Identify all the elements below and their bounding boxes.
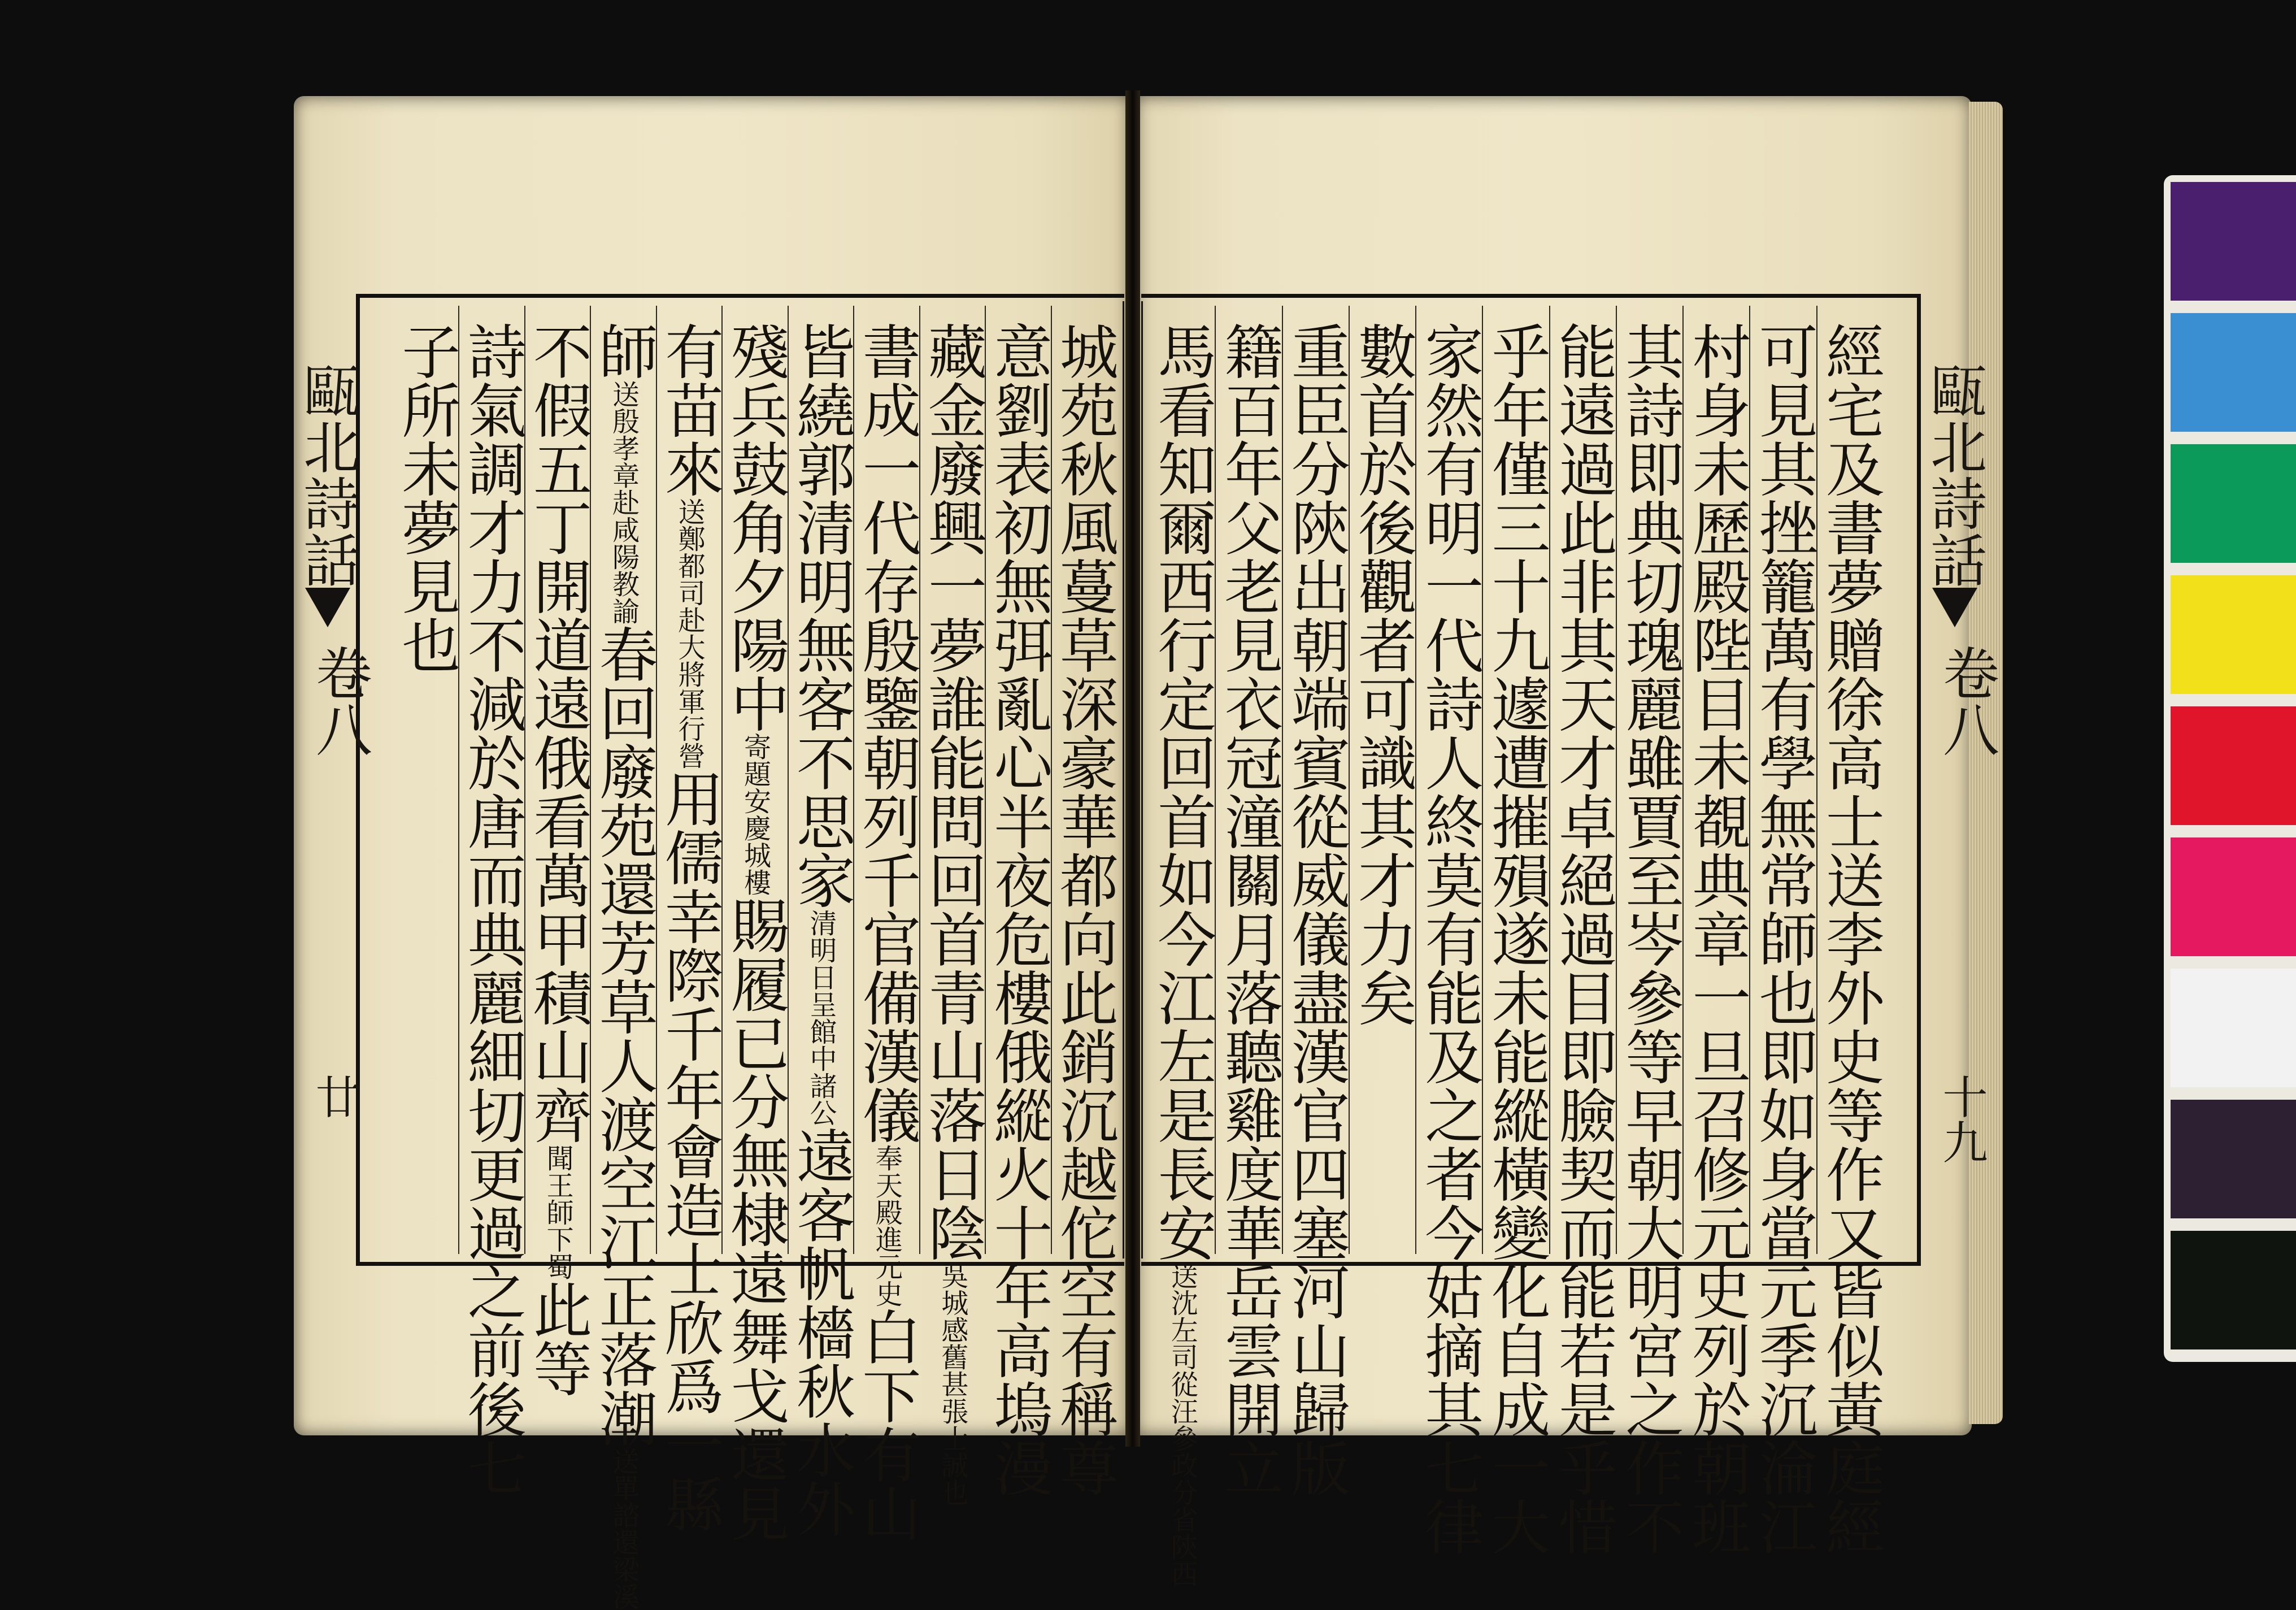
column-annotation: 送鄭都司赴大將軍行營	[673, 498, 706, 769]
column-text: 藏金廢興一夢誰能問回首青山落日陰	[917, 322, 987, 1262]
text-column	[917, 306, 987, 1506]
juan-label: 卷八	[306, 644, 372, 757]
column-annotation: 聞王師下蜀	[542, 1144, 574, 1280]
color-checker-strip	[2164, 175, 2296, 1362]
frame-rule	[1123, 301, 1124, 1259]
column-text: 重臣分陝出朝端賓從威儀盡漢官四塞河山歸版	[1281, 322, 1350, 1497]
column-text: 經宅及書夢贈徐高士送李外史等作又皆似黃庭經	[1815, 322, 1885, 1556]
banxin-title: 甌北詩話	[294, 362, 360, 588]
color-patch	[2171, 313, 2296, 432]
column-text: 籍百年父老見衣冠潼關月落聽雞度華岳雲開立	[1214, 322, 1284, 1497]
text-column	[720, 306, 790, 1542]
column-text: 遠客帆檣秋水外	[786, 1126, 855, 1538]
frame-rule	[1141, 301, 1143, 1259]
text-column	[1548, 306, 1617, 1556]
color-patch	[2171, 444, 2296, 563]
column-text: 賜履已分無棣遠舞戈還見	[720, 896, 790, 1542]
text-column	[1682, 306, 1751, 1556]
text-column	[523, 306, 593, 1398]
column-text: 能遠過此非其天才卓絕過目即臉契而能若是乎惜	[1548, 322, 1617, 1556]
color-patch	[2171, 575, 2296, 694]
column-annotation: 送沈左司從汪參政分省陝西	[1166, 1262, 1198, 1587]
column-text: 可見其挫籠萬有學無常師也即如身當元季沉淪江	[1749, 322, 1818, 1556]
column-text: 白下有山	[852, 1307, 921, 1542]
right-banxin	[1921, 294, 1999, 1266]
column-annotation: 奉天殿進元史	[871, 1144, 903, 1307]
column-text: 皆繞郭清明無客不思家	[786, 322, 855, 909]
folio-number: 廿	[308, 1074, 360, 1119]
text-column	[1481, 306, 1551, 1556]
column-text: 不假五丁開道遠俄看萬甲積山齊	[523, 322, 593, 1144]
column-annotation: 送殷孝章赴咸陽教諭	[607, 380, 640, 624]
column-text: 有苗來	[655, 322, 724, 498]
text-column	[589, 306, 658, 1610]
right-text-frame	[1141, 294, 1921, 1587]
column-text: 馬看知爾西行定回首如今江左是長安	[1147, 322, 1217, 1262]
column-text: 此等	[523, 1280, 593, 1398]
text-column	[1815, 306, 1885, 1556]
column-text: 乎年僅三十九遽遭摧殞遂未能縱橫變化自成一大	[1481, 322, 1551, 1556]
column-text: 用儒幸際千年會造士欣爲一縣	[655, 769, 724, 1533]
color-patch	[2171, 1231, 2296, 1349]
color-patch	[2171, 182, 2296, 301]
text-column	[1415, 306, 1484, 1556]
column-text: 村身未歷殿陛目未覩典章一旦召修元史列於朝班	[1682, 322, 1751, 1556]
left-text-frame	[356, 294, 1124, 1610]
color-patch	[2171, 706, 2296, 825]
color-patch	[2171, 1100, 2296, 1218]
column-text: 春回廢苑還芳草人渡空江正落潮	[589, 624, 658, 1447]
text-column	[984, 306, 1053, 1497]
open-book	[294, 90, 2000, 1610]
column-annotation: 清明日呈館中諸公	[805, 909, 837, 1126]
left-banxin	[294, 294, 372, 1266]
juan-label: 卷八	[1933, 644, 1999, 757]
right-columns	[1147, 306, 1885, 1587]
column-annotation: 寄題安慶城樓	[739, 733, 771, 896]
text-column	[655, 306, 724, 1533]
text-column	[1049, 306, 1119, 1497]
column-text: 城苑秋風蔓草深豪華都向此銷沉越佗空有稱尊	[1049, 322, 1119, 1497]
column-text: 意劉表初無弭亂心半夜危樓俄縱火十年高塢漫	[984, 322, 1053, 1497]
text-column	[457, 306, 527, 1497]
color-patch	[2171, 837, 2296, 956]
column-text: 詩氣調才力不減於唐而典麗細切更過之前後七	[457, 322, 527, 1497]
left-columns	[392, 306, 1119, 1610]
text-column	[852, 306, 921, 1542]
text-column	[392, 306, 461, 1254]
column-text: 數首於後觀者可識其才力矣	[1348, 322, 1417, 1027]
column-text: 其詩即典切瑰麗雖賈至岑參等早朝大明宮之作不	[1615, 322, 1685, 1556]
text-column	[1349, 306, 1415, 1254]
column-annotation: 送單諮還梁溪	[607, 1447, 640, 1610]
column-annotation: 吳城感舊甚張士誠也	[936, 1262, 968, 1506]
fish-tail-icon	[1932, 588, 1977, 627]
column-text: 師	[589, 322, 658, 380]
fish-tail-icon	[305, 588, 350, 627]
text-column	[1749, 306, 1818, 1556]
folio-number: 十九	[1935, 1074, 1988, 1164]
color-patch	[2171, 969, 2296, 1087]
column-text: 書成一代存殷鑒朝列千官備漢儀	[852, 322, 921, 1144]
text-column	[1281, 306, 1350, 1497]
text-column	[1615, 306, 1685, 1556]
text-column	[1214, 306, 1284, 1497]
banxin-title: 甌北詩話	[1921, 362, 1987, 588]
text-column	[1147, 306, 1217, 1587]
column-text: 子所未夢見也	[392, 322, 461, 674]
text-column	[786, 306, 855, 1538]
book-gutter	[1125, 90, 1140, 1447]
column-text: 家然有明一代詩人終莫有能及之者今姑摘其七律	[1415, 322, 1484, 1556]
column-text: 殘兵鼓角夕陽中	[720, 322, 790, 733]
